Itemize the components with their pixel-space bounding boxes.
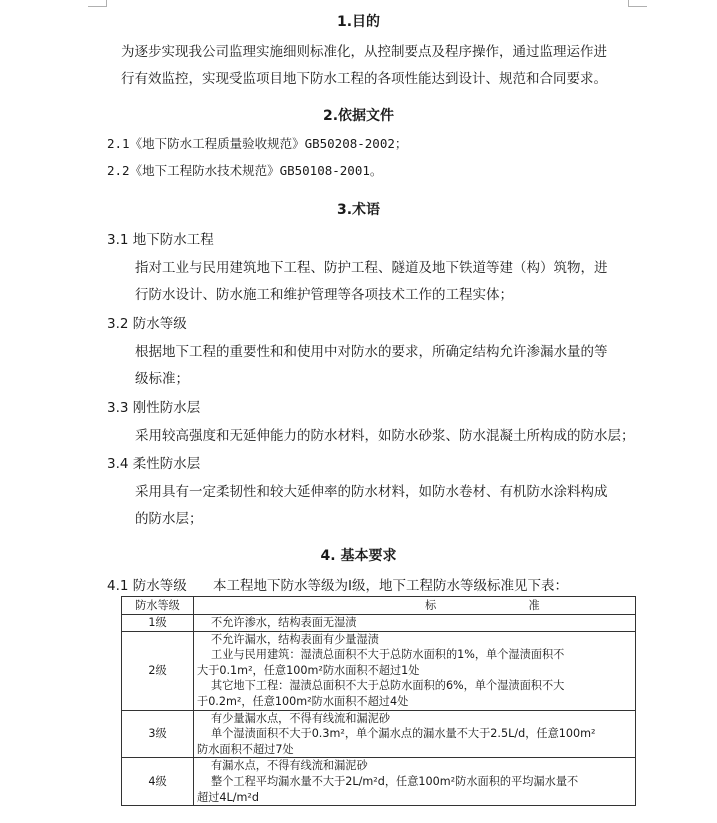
term-definition-line-2: 行防水设计、防水施工和维护管理等各项技术工作的工程实体；	[135, 287, 513, 303]
header-standard	[194, 597, 636, 615]
standard-line: 工业与民用建筑：湿渍总面积不大于总防水面积的1%，单个湿渍面积不	[211, 648, 565, 662]
grade-cell: 4级	[122, 758, 194, 806]
standard-line: 整个工程平均漏水量不大于2L/m²d，任意100m²防水面积的平均漏水量不	[211, 774, 579, 788]
section-2-heading: 2.依据文件	[322, 108, 395, 124]
term-definition-line-1: 指对工业与民用建筑地下工程、防护工程、隧道及地下铁道等建（构）筑物，进	[135, 260, 608, 276]
section-4-heading: 4. 基本要求	[320, 548, 397, 564]
section-1-line-2: 行有效监控，实现受监项目地下防水工程的各项性能达到设计、规范和合同要求。	[121, 71, 607, 87]
standard-line: 有漏水点，不得有线流和漏泥砂	[211, 759, 368, 773]
standard-line: 于0.2m²，任意100m²防水面积不超过4处	[197, 694, 409, 708]
margin-mark-left	[88, 0, 107, 7]
standard-line: 大于0.1m²，任意100m²防水面积不超过1处	[197, 663, 420, 677]
table-row	[122, 710, 636, 758]
term-title: 3.1 地下防水工程	[107, 232, 214, 248]
term-title: 3.4 柔性防水层	[107, 456, 201, 472]
header-grade: 防水等级	[122, 597, 194, 615]
standard-cell	[194, 710, 636, 758]
term-title: 3.3 刚性防水层	[107, 400, 201, 416]
standard-cell	[194, 631, 636, 710]
reference-item-1: 2.1《地下防水工程质量验收规范》GB50208-2002；	[107, 136, 408, 151]
standard-line: 不允许漏水，结构表面有少量湿渍	[211, 632, 379, 646]
reference-item-2: 2.2《地下工程防水技术规范》GB50108-2001。	[107, 163, 383, 178]
section-1-line-1: 为逐步实现我公司监理实施细则标准化，从控制要点及程序操作，通过监理运作进	[121, 44, 607, 60]
standard-line: 不允许渗水，结构表面无湿渍	[211, 616, 357, 629]
standard-line: 防水面积不超过7处	[197, 742, 294, 756]
table-row	[122, 758, 636, 806]
grade-cell: 1级	[122, 615, 194, 632]
table-header-row	[122, 597, 636, 615]
term-definition-line-2: 的防水层；	[135, 511, 203, 527]
term-definition-line-1: 采用具有一定柔韧性和较大延伸率的防水材料，如防水卷材、有机防水涂料构成	[135, 484, 608, 500]
term-definition-line-1: 根据地下工程的重要性和和使用中对防水的要求，所确定结构允许渗漏水量的等	[135, 344, 608, 360]
standard-cell	[194, 758, 636, 806]
requirement-item-text: 本工程地下防水等级为Ⅰ级，地下工程防水等级标准见下表：	[213, 578, 568, 594]
term-definition-line-1: 采用较高强度和无延伸能力的防水材料，如防水砂浆、防水混凝土所构成的防水层；	[135, 428, 635, 444]
section-3-heading: 3.术语	[336, 202, 381, 218]
standard-line: 其它地下工程：湿渍总面积不大于总防水面积的6%，单个湿渍面积不大	[211, 679, 565, 693]
section-1-heading: 1.目的	[336, 14, 381, 30]
term-definition-line-2: 级标准；	[135, 371, 189, 387]
header-standard-char-2: 准	[528, 598, 540, 612]
grade-cell: 2级	[122, 631, 194, 710]
standard-cell	[194, 615, 636, 632]
grade-cell: 3级	[122, 710, 194, 758]
waterproof-grade-table	[121, 596, 636, 806]
header-standard-char-1: 标	[425, 598, 437, 612]
requirement-item-label: 4.1 防水等级	[107, 578, 187, 594]
table-row	[122, 631, 636, 710]
standard-line: 有少量漏水点，不得有线流和漏泥砂	[211, 711, 391, 725]
table-row	[122, 615, 636, 632]
margin-mark-right	[628, 0, 647, 7]
standard-line: 超过4L/m²d	[197, 790, 259, 804]
standard-line: 单个湿渍面积不大于0.3m²，单个漏水点的漏水量不大于2.5L/d，任意100m²	[211, 727, 596, 741]
term-title: 3.2 防水等级	[107, 316, 187, 332]
